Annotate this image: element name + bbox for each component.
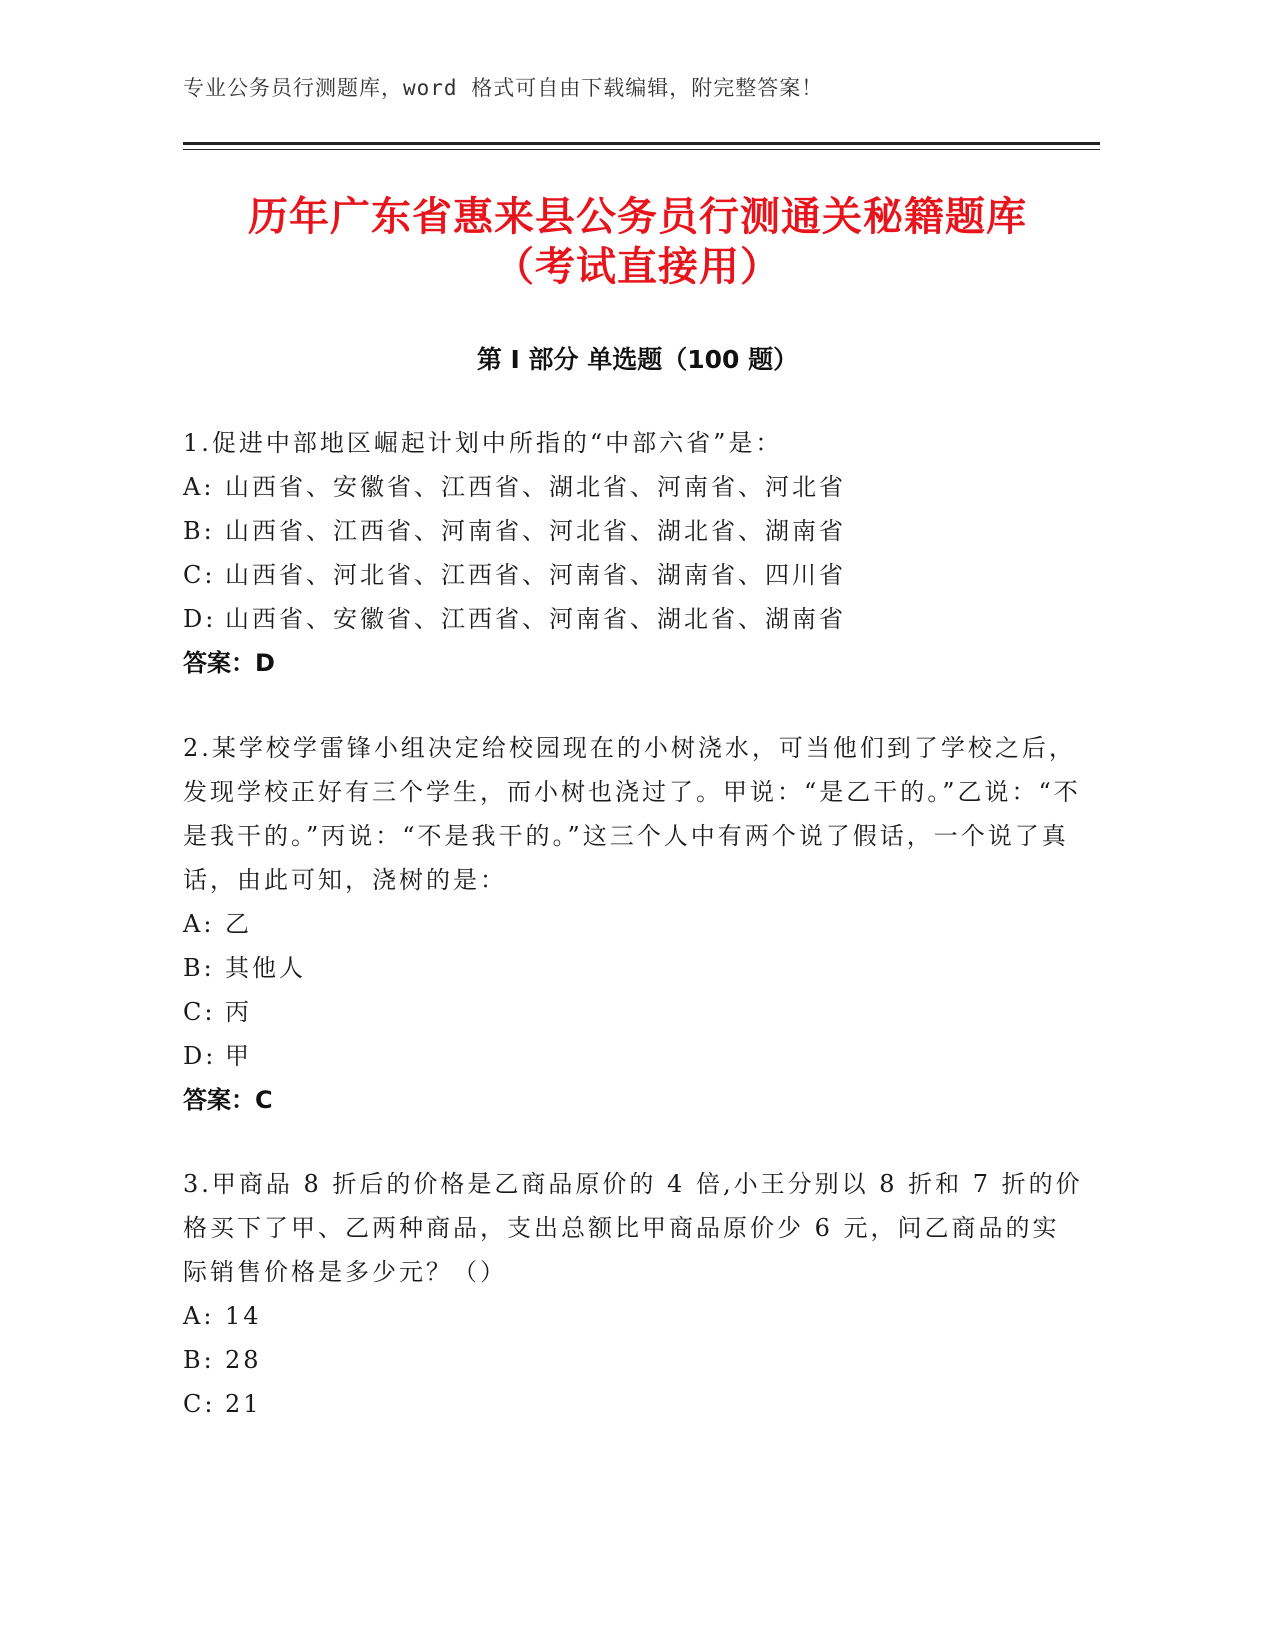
option-text: 山西省、安徽省、江西省、河南省、湖北省、湖南省 — [225, 605, 846, 633]
document-title-line1: 历年广东省惠来县公务员行测通关秘籍题库 — [248, 194, 1027, 240]
option-text: 乙 — [225, 910, 252, 938]
question-answer: 答案：C — [183, 1086, 273, 1114]
question-stem: 3.甲商品 8 折后的价格是乙商品原价的 4 倍,小王分别以 8 折和 7 折的价格买下了甲、乙两种商品，支出总额比甲商品原价少 6 元，问乙商品的实际销售价格是多少元？（） — [183, 1170, 1083, 1286]
option-text: 21 — [225, 1390, 262, 1418]
option-text: 28 — [225, 1346, 262, 1374]
question-stem: 1.促进中部地区崛起计划中所指的“中部六省”是： — [183, 429, 783, 457]
question-1 — [183, 421, 1083, 685]
question-option-c — [183, 990, 1083, 1034]
document-title-line2: （考试直接用） — [494, 244, 781, 290]
question-option-b — [183, 1338, 1083, 1382]
question-2 — [183, 726, 1083, 1122]
header-note: 专业公务员行测题库，word 格式可自由下载编辑，附完整答案！ — [183, 76, 824, 100]
question-3 — [183, 1162, 1083, 1426]
header-rule-thick — [183, 142, 1100, 145]
question-stem: 2.某学校学雷锋小组决定给校园现在的小树浇水，可当他们到了学校之后，发现学校正好有三个学生，而小树也浇过了。甲说：“是乙干的。”乙说：“不是我干的。”丙说：“不是我干的。”这三个人中有两个说了假话，一个说了真话，由此可知，浇树的是： — [183, 734, 1081, 894]
header-rule-thin — [183, 149, 1100, 150]
option-letter: A: — [183, 473, 215, 501]
option-text: 14 — [225, 1302, 262, 1330]
option-text: 山西省、安徽省、江西省、湖北省、河南省、河北省 — [225, 473, 846, 501]
option-letter: B: — [183, 1346, 215, 1374]
option-letter: A: — [183, 910, 215, 938]
option-letter: D: — [183, 605, 217, 633]
option-text: 甲 — [225, 1042, 252, 1070]
option-letter: C: — [183, 998, 216, 1026]
option-letter: A: — [183, 1302, 215, 1330]
question-option-b — [183, 509, 1083, 553]
option-letter: D: — [183, 1042, 217, 1070]
option-text: 其他人 — [225, 954, 306, 982]
question-option-b — [183, 946, 1083, 990]
option-letter: B: — [183, 517, 215, 545]
question-option-d — [183, 597, 1083, 641]
question-answer: 答案：D — [183, 649, 275, 677]
option-letter: C: — [183, 561, 216, 589]
option-text: 山西省、江西省、河南省、河北省、湖北省、湖南省 — [225, 517, 846, 545]
question-option-d — [183, 1034, 1083, 1078]
option-letter: C: — [183, 1390, 216, 1418]
question-option-c — [183, 553, 1083, 597]
option-letter: B: — [183, 954, 215, 982]
question-option-a — [183, 465, 1083, 509]
option-text: 丙 — [225, 998, 252, 1026]
option-text: 山西省、河北省、江西省、河南省、湖南省、四川省 — [225, 561, 846, 589]
question-option-a — [183, 1294, 1083, 1338]
question-option-c — [183, 1382, 1083, 1426]
section-heading: 第 I 部分 单选题（100 题） — [476, 345, 799, 374]
question-option-a — [183, 902, 1083, 946]
